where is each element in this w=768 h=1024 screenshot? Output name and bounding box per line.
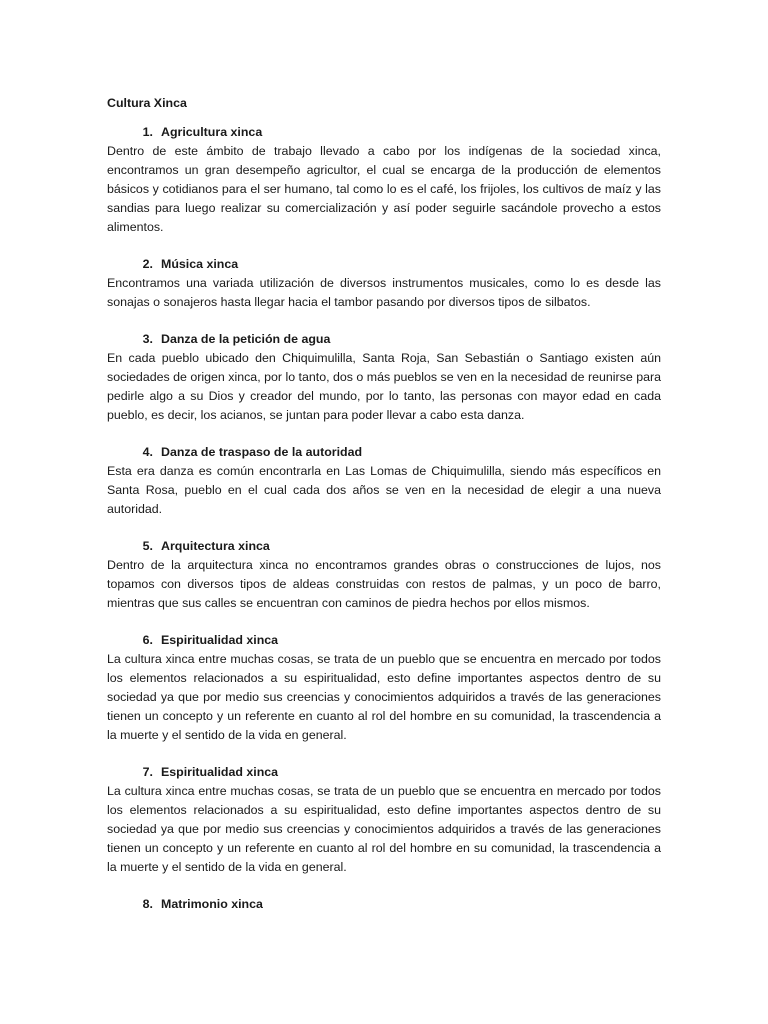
section-espiritualidad [107, 631, 661, 745]
section-espiritualidad-repeat [107, 763, 661, 877]
section-matrimonio [107, 895, 661, 914]
section-arquitectura [107, 537, 661, 613]
section-heading [107, 443, 661, 462]
section-number: 6. [142, 633, 153, 647]
section-heading [107, 763, 661, 782]
section-body: La cultura xinca entre muchas cosas, se trata de un pueblo que se encuentra en mercado por todos los elementos relacionados a su espiritualidad, esto define importantes aspectos dentro de su sociedad ya que por medio sus creencias y conocimientos adquiridos a través de las generaciones tienen un concepto y un referente en cuanto al rol del hombre en su comunidad, la trascendencia a la muerte y el sentido de la vida en general. [107, 784, 661, 874]
section-body: La cultura xinca entre muchas cosas, se trata de un pueblo que se encuentra en mercado por todos los elementos relacionados a su espiritualidad, esto define importantes aspectos dentro de su sociedad ya que por medio sus creencias y conocimientos adquiridos a través de las generaciones tienen un concepto y un referente en cuanto al rol del hombre en su comunidad, la trascendencia a la muerte y el sentido de la vida en general. [107, 652, 661, 742]
section-musica [107, 255, 661, 312]
section-number: 5. [142, 539, 153, 553]
section-heading-text: Agricultura xinca [161, 125, 263, 139]
section-number: 4. [142, 445, 153, 459]
section-heading-text: Espiritualidad xinca [161, 633, 279, 647]
section-body: Esta era danza es común encontrarla en Las Lomas de Chiquimulilla, siendo más específicos en Santa Rosa, pueblo en el cual cada dos años se ven en la necesidad de elegir a una nueva autoridad. [107, 464, 661, 516]
section-heading [107, 895, 661, 914]
section-heading-text: Danza de traspaso de la autoridad [161, 445, 363, 459]
section-body: Encontramos una variada utilización de diversos instrumentos musicales, como lo es desde las sonajas o sonajeros hasta llegar hacia el tambor pasando por diversos tipos de silbatos. [107, 276, 661, 309]
section-heading-text: Música xinca [161, 257, 239, 271]
section-heading [107, 123, 661, 142]
section-number: 7. [142, 765, 153, 779]
section-heading [107, 631, 661, 650]
section-heading-text: Matrimonio xinca [161, 897, 263, 911]
section-agricultura [107, 123, 661, 237]
section-danza-autoridad [107, 443, 661, 519]
section-body: Dentro de este ámbito de trabajo llevado a cabo por los indígenas de la sociedad xinca, encontramos un gran desempeño agricultor, el cual se encarga de la producción de elementos básicos y cotidianos para el ser humano, tal como lo es el café, los frijoles, los cultivos de maíz y las sandias para luego realizar su comercialización y así poder seguirle sacándole provecho a estos alimentos. [107, 144, 661, 234]
section-number: 2. [142, 257, 153, 271]
section-body: Dentro de la arquitectura xinca no encontramos grandes obras o construcciones de lujos, nos topamos con diversos tipos de aldeas construidas con restos de palmas, y un poco de barro, mientras que sus calles se encuentran con caminos de piedra hechos por ellos mismos. [107, 558, 661, 610]
section-danza-agua [107, 330, 661, 425]
section-heading [107, 537, 661, 556]
section-heading [107, 255, 661, 274]
section-number: 1. [142, 125, 153, 139]
section-number: 8. [142, 897, 153, 911]
section-body: En cada pueblo ubicado den Chiquimulilla, Santa Roja, San Sebastián o Santiago existen aún sociedades de origen xinca, por lo tanto, dos o más pueblos se ven en la necesidad de reunirse para pedirle algo a su Dios y creador del mundo, por lo tanto, las personas con mayor edad en cada pueblo, es decir, los acianos, se juntan para poder llevar a cabo esta danza. [107, 351, 661, 422]
section-heading-text: Espiritualidad xinca [161, 765, 279, 779]
section-heading-text: Arquitectura xinca [161, 539, 270, 553]
document-title: Cultura Xinca [107, 96, 187, 110]
section-number: 3. [142, 332, 153, 346]
section-heading-text: Danza de la petición de agua [161, 332, 331, 346]
section-heading [107, 330, 661, 349]
